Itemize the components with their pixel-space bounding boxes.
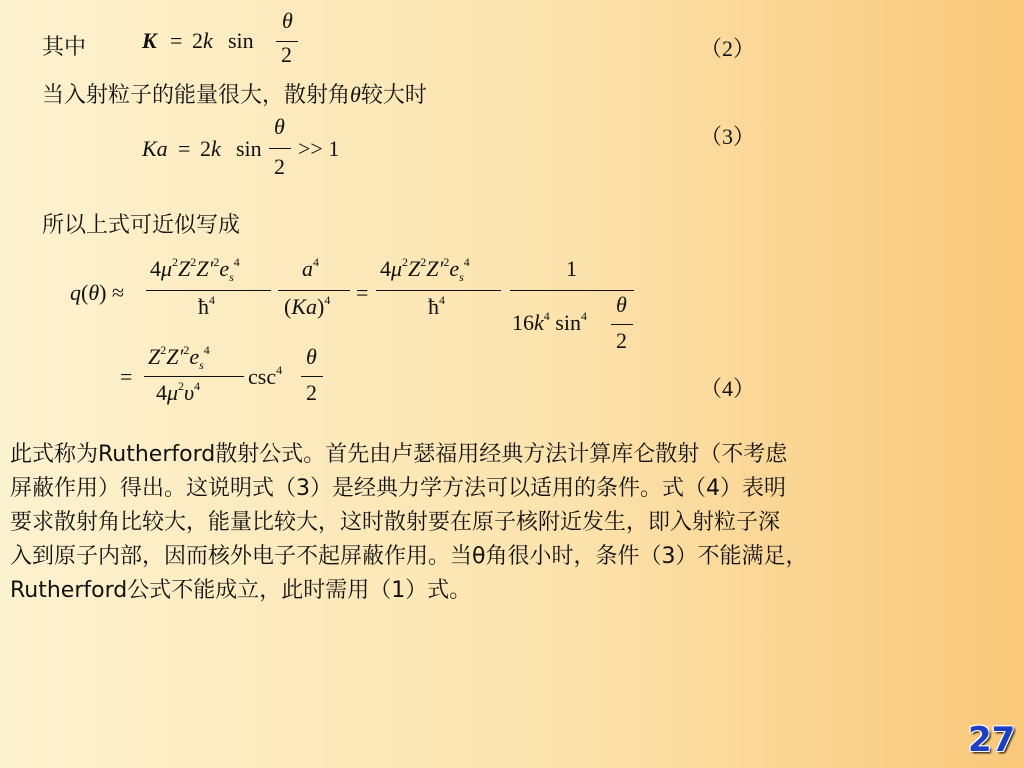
text-part-b: 较大时: [360, 83, 427, 108]
equation-4-line-1: q(θ) ≈ $4\mu^2Z^2Z'^2e_s^4$ $ħ^4$ $a^4$ $(Ka)^4$ = $4\mu^2Z^2Z'^2e_s^4$ $ħ^4$ 1 $16k^4$ $\sin^4$ θ 2: [70, 250, 650, 360]
equation-3: Ka = 2k sin θ 2 >> 1: [142, 114, 340, 179]
page-number: 27: [968, 720, 1016, 760]
equation-number-2: （2）: [700, 36, 756, 61]
paragraph-line: Rutherford公式不能成立，此时需用（1）式。: [10, 578, 472, 603]
text-part-a: 当入射粒子的能量很大，散射角: [42, 83, 351, 108]
equation-4-line-2: = $Z^2Z'^2e_s^4$ $4\mu^2\upsilon^4$ $\csc^4$ θ 2: [120, 340, 340, 410]
label-qizhong: 其中: [42, 35, 87, 60]
equation-number-4: （4）: [700, 376, 756, 401]
theta-symbol: θ: [350, 82, 361, 107]
text-approximate: 所以上式可近似写成: [42, 213, 241, 238]
equation-2: K = 2k sin θ 2: [142, 12, 312, 72]
paragraph-line: 此式称为Rutherford散射公式。首先由卢瑟福用经典方法计算库仑散射（不考虑: [10, 442, 788, 467]
paragraph: [10, 438, 1022, 608]
paragraph-line: 入到原子内部，因而核外电子不起屏蔽作用。当θ角很小时，条件（3）不能满足，: [10, 544, 808, 569]
text-high-energy: [42, 78, 427, 109]
paragraph-line: 屏蔽作用）得出。这说明式（3）是经典力学方法可以适用的条件。式（4）表明: [10, 476, 786, 501]
paragraph-line: 要求散射角比较大，能量比较大，这时散射要在原子核附近发生，即入射粒子深: [10, 510, 781, 535]
equation-number-3: （3）: [700, 124, 756, 149]
